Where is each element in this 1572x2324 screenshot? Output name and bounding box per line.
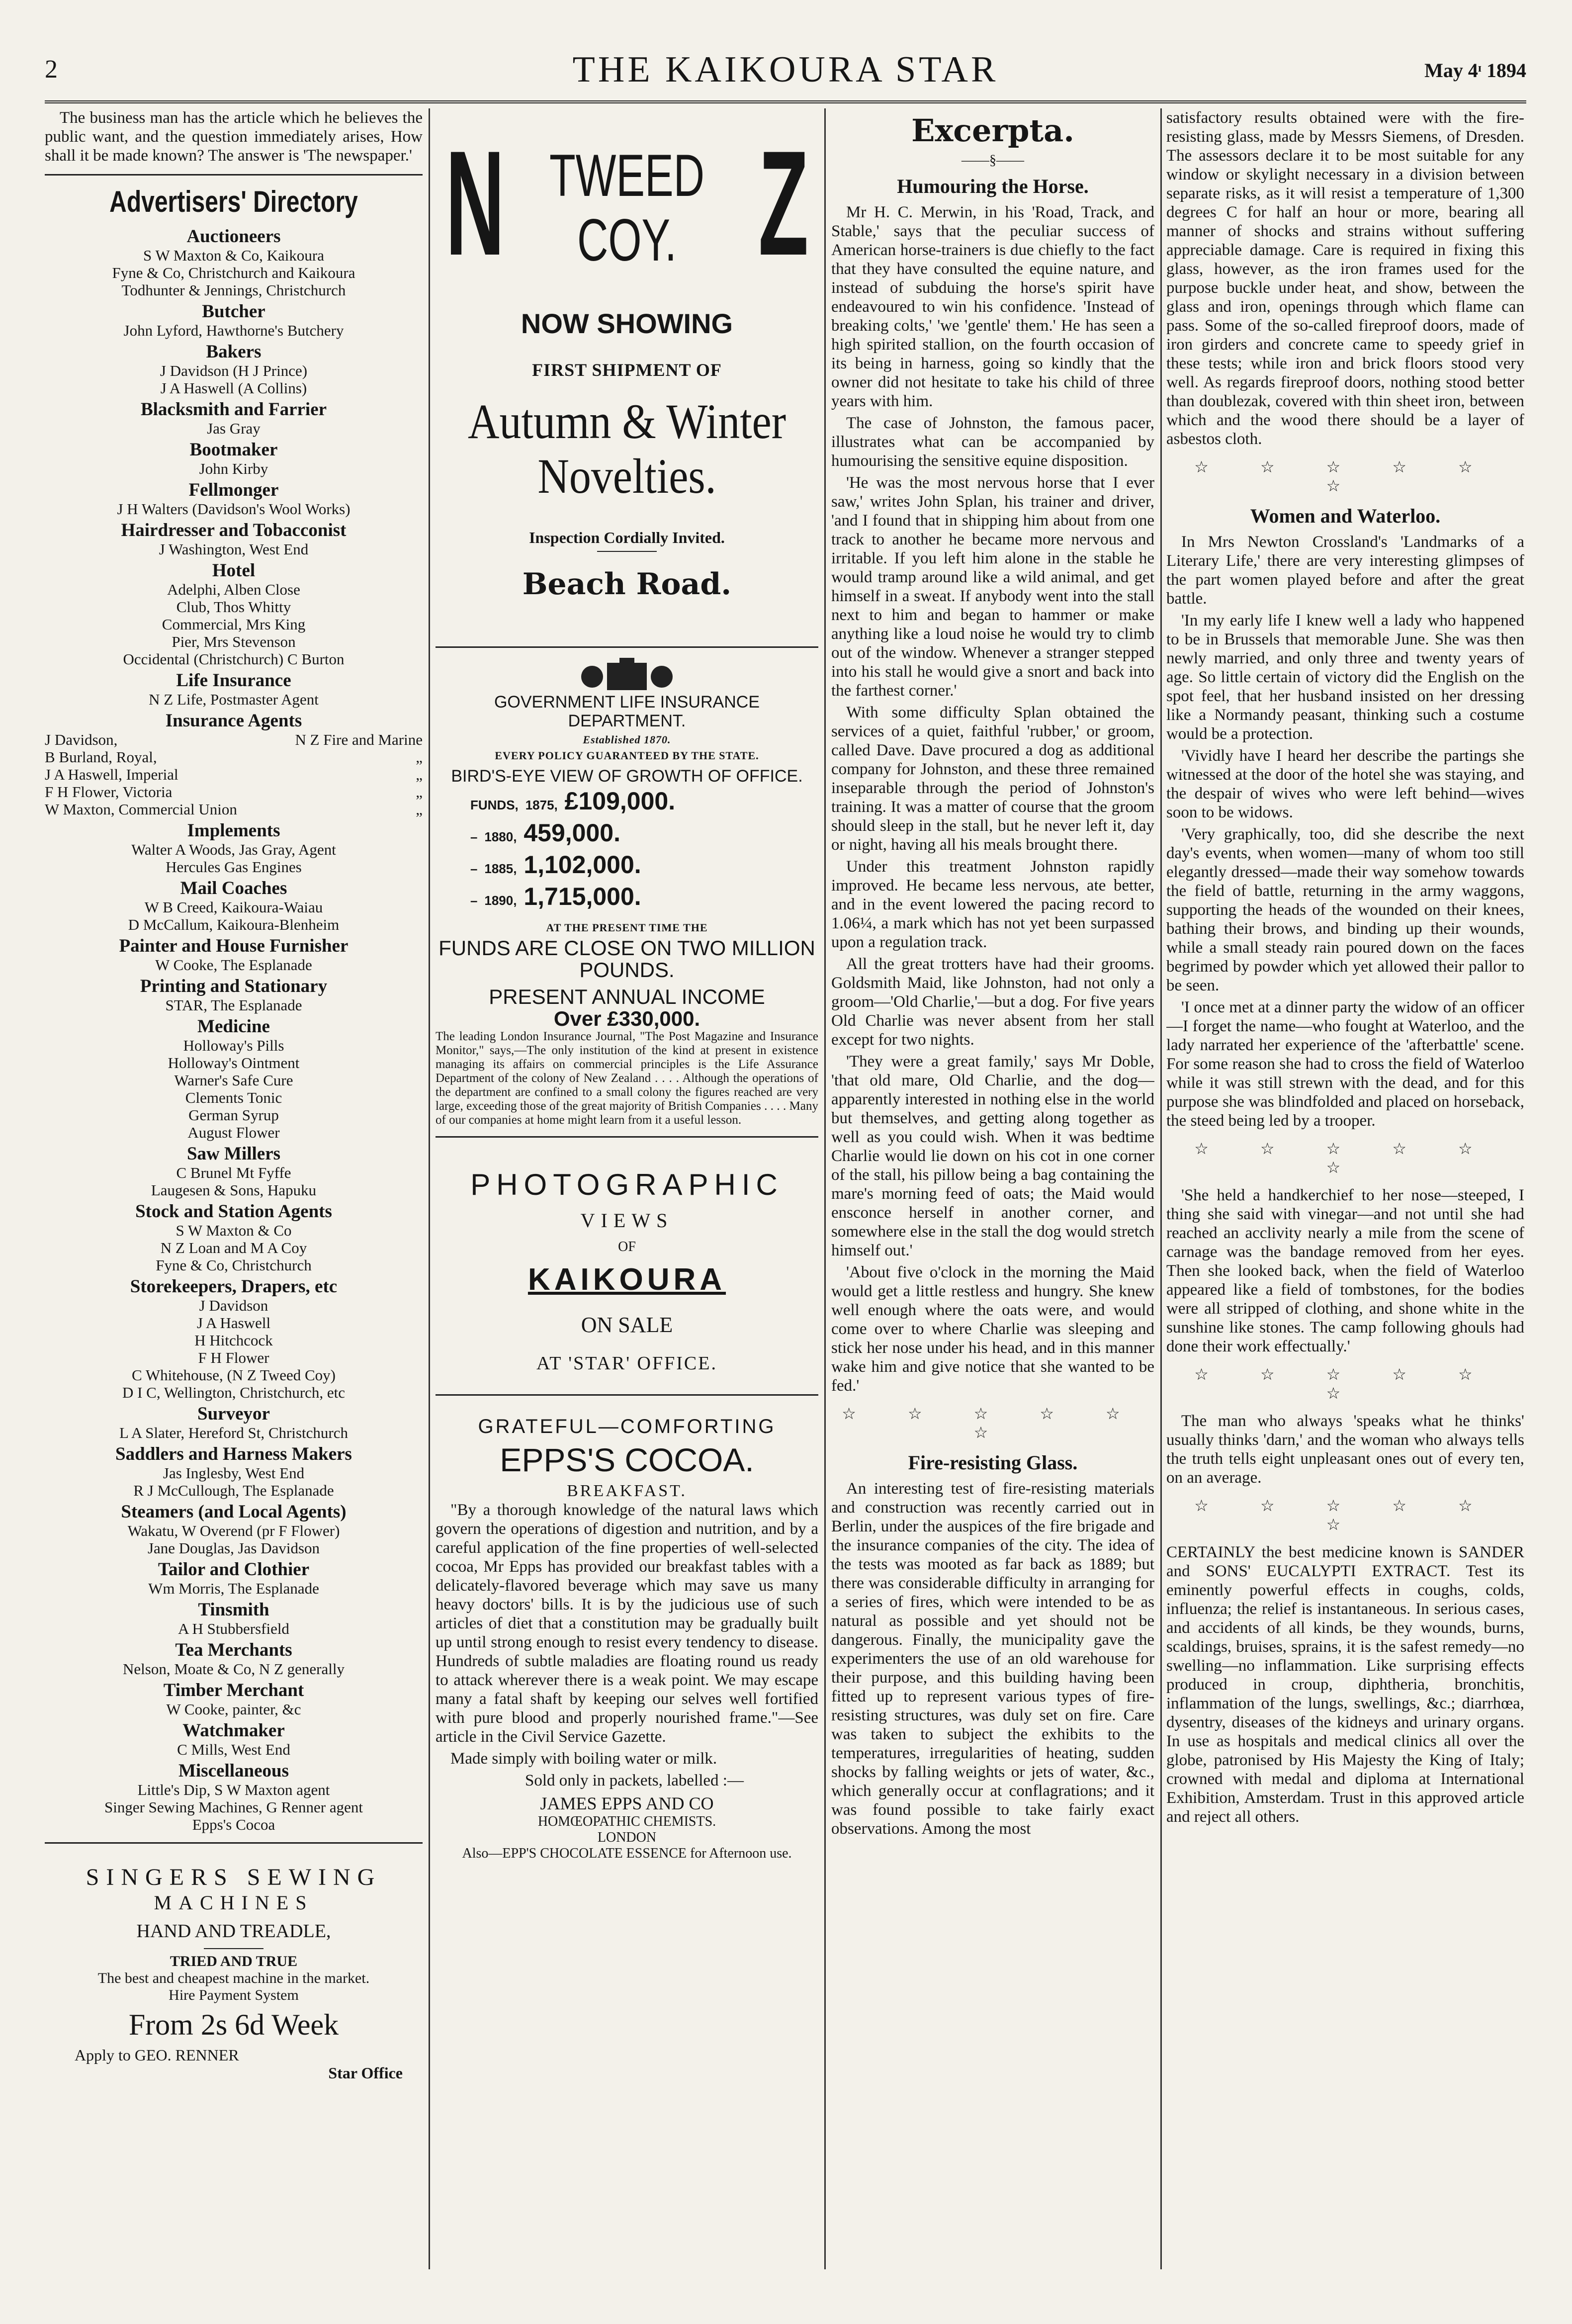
directory-entry: N Z Life, Postmaster Agent: [149, 691, 319, 708]
directory-category: Tinsmith: [198, 1600, 269, 1620]
directory-entry: Occidental (Christchurch) C Burton: [123, 650, 345, 668]
directory-category: Stock and Station Agents: [135, 1201, 332, 1222]
nz-tweed-ad: [436, 119, 818, 302]
photographic-of: OF: [618, 1239, 636, 1254]
insurance-row: [45, 731, 423, 748]
directory-entry: S W Maxton & Co, Kaikoura: [143, 247, 324, 264]
insurance-row: [45, 766, 423, 783]
directory-entry: Pier, Mrs Stevenson: [172, 633, 296, 650]
novelties: Novelties.: [537, 448, 716, 504]
directory-entry: August Flower: [187, 1124, 280, 1141]
directory-category: Fellmonger: [188, 480, 279, 500]
funds-list: [436, 787, 818, 914]
nz-letter-n: N: [445, 119, 505, 286]
article-paragraph: With some difficulty Splan obtained the services of a quiet, faithful 'rubber,' or groom, called Dave. Dave procured a dog as additional company for Johnston, and these three remained inseparable through the period of Johnston's training. It was a matter of course that the groom should sleep in the stall, but he never left it, day or night, having all his meals brought there.: [831, 704, 1154, 854]
income-amount: Over £330,000.: [553, 1007, 700, 1030]
directory-entry: D I C, Wellington, Christchurch, etc: [122, 1384, 346, 1401]
article-paragraph: 'He was the most nervous horse that I ever saw,' writes John Splan, his trainer and driver, 'and I found that in shipping him about from one track to another he became more nervous and irritable. If you left him alone in the stable he would tramp around like a wild animal, and get himself in a sweat. If anybody went into the stall next to him and began to hammer or make anything like a loud noise he would try to climb out of the window. Whenever a stranger stepped into his stall he would give a snort and back into the farthest corner.': [831, 474, 1154, 700]
directory-category: Painter and House Furnisher: [119, 936, 349, 956]
directory-category: Timber Merchant: [163, 1680, 304, 1700]
funds-amount: 1,715,000.: [524, 883, 641, 910]
epps-sold: Sold only in packets, labelled :—: [525, 1772, 744, 1789]
insurance-company: „: [416, 801, 423, 818]
directory-entry: Jas Inglesby, West End: [163, 1464, 305, 1482]
directory-category: Watchmaker: [182, 1720, 285, 1741]
insurance-company: N Z Fire and Marine: [295, 731, 423, 748]
divider: [436, 646, 818, 648]
column-rule: [1160, 108, 1162, 2269]
directory-entry: C Whitehouse, (N Z Tweed Coy): [132, 1366, 336, 1384]
epps-subtitle: BREAKFAST.: [567, 1482, 687, 1500]
directory-entry: Warner's Safe Cure: [174, 1072, 293, 1089]
epps-title: EPPS'S COCOA.: [500, 1441, 754, 1478]
funds-label: –: [470, 893, 478, 908]
govt-guarantee: EVERY POLICY GUARANTEED BY THE STATE.: [495, 749, 759, 762]
funds-label: FUNDS,: [470, 798, 519, 812]
singer-price: From 2s 6d Week: [128, 2008, 339, 2041]
directory-entry: W B Creed, Kaikoura-Waiau: [144, 898, 323, 916]
article-title: Women and Waterloo.: [1250, 505, 1441, 527]
article-title: Humouring the Horse.: [897, 175, 1089, 197]
page-number: 2: [45, 55, 58, 84]
directory-entry: Holloway's Ointment: [168, 1054, 300, 1072]
directory-list: [45, 227, 423, 708]
insurance-row: [45, 783, 423, 801]
directory-title: Advertisers' Directory: [109, 185, 358, 218]
funds-label: –: [470, 829, 478, 844]
funds-year: 1890,: [484, 893, 517, 908]
insurance-agent: J Davidson,: [45, 731, 118, 748]
epps-chemists: HOMŒOPATHIC CHEMISTS.: [537, 1814, 716, 1829]
issue-date: May 4ᶦ 1894: [1424, 59, 1526, 82]
coat-of-arms-icon: [572, 658, 682, 693]
beach-road: Beach Road.: [522, 567, 732, 602]
insurance-list: [45, 731, 423, 818]
directory-entry: J A Haswell: [196, 1314, 271, 1332]
directory-entry: Adelphi, Alben Close: [167, 581, 300, 598]
section-mark: ——§——: [961, 153, 1024, 168]
article-paragraph: An interesting test of fire-resisting materials and construction was recently carried out in Berlin, under the auspices of the fire brigade and the insurance companies of the city. The idea of the tests was mooted as far back as 1889; but there was considerable difficulty in arranging for a series of fires, which were intended to be as natural as possible and yet should not be dangerous. Finally, the municipality gave the experimenters the use of an old warehouse for their purpose, and this building having been fitted up to represent various types of fire-resisting structures, was duly set on fire. Care was taken to subject the exhibits to the temperatures, irregularities of heating, sudden shocks by falling weights or jets of water, &c., which generally occur at conflagrations; and it was found possible to take fairly exact observations. Among the most: [831, 1480, 1154, 1838]
directory-category: Implements: [187, 820, 280, 841]
singer-best: The best and cheapest machine in the market.: [97, 1970, 370, 1986]
directory-category: Bootmaker: [189, 440, 278, 460]
directory-entry: R J McCullough, The Esplanade: [133, 1482, 334, 1499]
epps-maker: JAMES EPPS AND CO: [540, 1793, 714, 1813]
directory-entry: J H Walters (Davidson's Wool Works): [117, 500, 350, 518]
tweed-coy: TWEED COY.: [549, 142, 704, 273]
epps-city: LONDON: [597, 1830, 657, 1845]
epps-made: Made simply with boiling water or milk.: [450, 1750, 717, 1768]
article-paragraph: The man who always 'speaks what he thinks' usually thinks 'darn,' and the woman who always tells the truth tells eight unpleasant ones out of every ten, on an average.: [1166, 1412, 1524, 1487]
column-advertisements: [436, 108, 818, 2269]
article-body: [1166, 533, 1524, 1130]
article-title: Fire-resisting Glass.: [908, 1451, 1078, 1474]
funds-row: [436, 851, 818, 883]
directory-entry: Singer Sewing Machines, G Renner agent: [104, 1798, 363, 1816]
first-shipment: FIRST SHIPMENT OF: [532, 360, 722, 380]
column-rule: [824, 108, 826, 2269]
article-paragraph: All the great trotters have had their grooms. Goldsmith Maid, like Johnston, had not only a groom—'Old Charlie,'—but a dog. For five years Old Charlie was never absent from her stall except for two nights.: [831, 955, 1154, 1049]
photographic-sale: ON SALE: [581, 1313, 673, 1337]
divider: [436, 1136, 818, 1138]
insurance-row: [45, 748, 423, 766]
divider: [45, 1842, 423, 1844]
star-divider: ☆ ☆ ☆ ☆ ☆ ☆: [1194, 1140, 1496, 1176]
article-paragraph: 'Vividly have I heard her describe the partings she witnessed at the door of the hotel she was staying, and the despair of wives who were left behind—wives soon to be widows.: [1166, 747, 1524, 821]
directory-entry: Nelson, Moate & Co, N Z generally: [123, 1660, 345, 1678]
funds-year: 1885,: [484, 861, 517, 876]
singer-subtitle: MACHINES: [154, 1891, 314, 1914]
insurance-agent: W Maxton, Commercial Union: [45, 801, 237, 818]
directory-entry: Commercial, Mrs King: [162, 616, 306, 633]
masthead: [45, 46, 1526, 103]
directory-entry: Little's Dip, S W Maxton agent: [137, 1781, 330, 1798]
photographic-place: KAIKOURA: [527, 1262, 726, 1297]
insurance-company: „: [416, 766, 423, 783]
funds-amount: 459,000.: [524, 819, 620, 847]
article-continuation: satisfactory results obtained were with the fire-resisting glass, made by Messrs Siemens, of Dresden. The assessors declare it to be most suitable for any window or skylight necessary in a division between separate risks, as it will resist a temperature of 1,300 degrees C for half an hour or more, bearing all manner of shocks and strains without suffering appreciable damage. Care is required in fixing this glass, however, as the iron frames used for the purpose buckle under heat, and show, between the glass and iron, openings through which flame can pass. Some of the so-called fireproof doors, made of iron girders and concrete came to speedy grief in these tests; while iron and brick floors stood very well. As regards fireproof doors, nothing stood better than doublezak, covered with thin sheet iron, between which and the wood there should be a layer of asbestos cloth.: [1166, 109, 1524, 448]
directory-entry: C Mills, West End: [177, 1741, 290, 1758]
directory-entry: Hercules Gas Engines: [166, 858, 302, 876]
article-paragraph: The case of Johnston, the famous pacer, illustrates what can be accompanied by humourising the sensitive equine disposition.: [831, 414, 1154, 470]
article-paragraph: 'Very graphically, too, did she describe the next day's events, when women—many of whom too still elegantly dressed—made their way somehow towards the field of battle, returning in the army waggons, supporting the heads of the wounded on their knees, bathing their brows, and binding up their wounds, while a small steady rain poured down on the faces begrimed by powder which yet allowed their pallor to be seen.: [1166, 825, 1524, 994]
singer-tried: TRIED AND TRUE: [170, 1953, 298, 1969]
insurance-agent: J A Haswell, Imperial: [45, 766, 178, 783]
directory-category: Butcher: [202, 301, 265, 322]
directory-entry: John Kirby: [199, 460, 268, 477]
directory-entry: F H Flower: [198, 1349, 269, 1366]
directory-list: [45, 821, 423, 1833]
directory-entry: L A Slater, Hereford St, Christchurch: [119, 1424, 348, 1441]
directory-category: Blacksmith and Farrier: [140, 399, 327, 420]
directory-entry: Jas Gray: [207, 420, 261, 437]
directory-category: Auctioneers: [186, 226, 281, 247]
directory-entry: J Davidson: [199, 1297, 268, 1314]
funds-year: 1880,: [484, 829, 517, 844]
directory-category: Bakers: [206, 342, 262, 362]
singer-office: Star Office: [328, 2064, 403, 2082]
article-body: [1166, 1186, 1524, 1356]
eucalypti-ad: CERTAINLY the best medicine known is SANDER and SONS' EUCALYPTI EXTRACT. Test its eminently powerful effects in coughs, colds, influenza; the relief is instantaneous. In serious cases, and accidents of all kinds, be they wounds, burns, scaldings, bruises, sprains, it is the safest remedy—no swelling—no inflammation. Like surprising effects produced in croup, diphtheria, bronchitis, inflammation of the lungs, swellings, &c.; diarrhœa, dysentry, diseases of the kidneys and urinary organs. In use as hospitals and medical clinics all over the globe, patronised by His Majesty the King of Italy; crowned with medal and diploma at International Exhibition, Amsterdam. Trust in this approved article and reject all others.: [1166, 1543, 1524, 1826]
photographic-office: AT 'STAR' OFFICE.: [536, 1353, 717, 1374]
column-directory: [45, 108, 423, 2269]
column-articles: [1166, 108, 1524, 2269]
directory-entry: STAR, The Esplanade: [165, 996, 302, 1014]
directory-category: Surveyor: [197, 1404, 270, 1424]
article-body: [1166, 1412, 1524, 1487]
singer-hire: Hire Payment System: [169, 1987, 299, 2003]
directory-category: Hotel: [212, 560, 256, 581]
divider: [204, 1948, 263, 1949]
insurance-row: [45, 801, 423, 818]
intro-paragraph: The business man has the article which he believes the public want, and the question immediately arises, How shall it be made known? The answer is 'The newspaper.': [45, 109, 423, 165]
star-divider: ☆ ☆ ☆ ☆ ☆ ☆: [1194, 1497, 1496, 1533]
directory-entry: German Syrup: [188, 1106, 279, 1124]
funds-row: [436, 819, 818, 851]
directory-entry: N Z Loan and M A Coy: [160, 1239, 307, 1256]
epps-headline: GRATEFUL—COMFORTING: [478, 1416, 776, 1437]
directory-entry: W Cooke, painter, &c: [166, 1700, 301, 1718]
article-paragraph: 'In my early life I knew well a lady who happened to be in Brussels that memorable June. She was then newly married, and only three and twenty years of age. So little certain of victory did the English on the spot feel, that her husband insisted on her dressing like a Normandy peasant, thinking such a costume would be a protection.: [1166, 612, 1524, 743]
epps-essence: Also—EPP'S CHOCOLATE ESSENCE for Afternoon use.: [462, 1846, 792, 1861]
directory-entry: Laugesen & Sons, Hapuku: [151, 1181, 317, 1199]
directory-entry: Fyne & Co, Christchurch: [156, 1256, 312, 1274]
directory-category: Saw Millers: [186, 1144, 281, 1164]
govt-insurance-title: GOVERNMENT LIFE INSURANCE DEPARTMENT.: [494, 693, 760, 730]
directory-entry: Holloway's Pills: [183, 1037, 284, 1054]
funds-close: FUNDS ARE CLOSE ON TWO MILLION POUNDS.: [438, 936, 815, 982]
birdseye-view: BIRD'S-EYE VIEW OF GROWTH OF OFFICE.: [451, 767, 803, 786]
epps-body: "By a thorough knowledge of the natural laws which govern the operations of digestion and nutrition, and by a careful application of the fine properties of well-selected cocoa, Mr Epps has provided our breakfast tables with a delicately-flavored beverage which may save us many heavy doctors' bills. It is by the judicious use of such articles of diet that a constitution may be gradually built up until strong enough to resist every tendency to disease. Hundreds of subtle maladies are floating round us ready to attack wherever there is a weak point. We may escape many a fatal shaft by keeping our selves well fortified with pure blood and properly nourished frame."—See article in the Civil Service Gazette.: [436, 1501, 818, 1746]
funds-label: –: [470, 861, 478, 876]
article-paragraph: 'They were a great family,' says Mr Doble, 'that old mare, Old Charlie, and the dog—apparently interested in nothing else in the world but themselves, and getting along together as well as you could wish. When it was bedtime Charlie would lie down on his cot in one corner of the stall, his pillow being a bag containing the mare's morning feed of oats; the Maid would ensconce herself in another corner, and somewhere else in the stall the dog would stretch himself out.': [831, 1053, 1154, 1259]
article-body: [831, 1479, 1154, 1838]
singer-title: SINGERS SEWING: [86, 1864, 382, 1890]
autumn-winter: Autumn & Winter: [467, 394, 786, 449]
star-divider: ☆ ☆ ☆ ☆ ☆ ☆: [1194, 458, 1496, 495]
funds-row: [436, 883, 818, 914]
article-paragraph: 'She held a handkerchief to her nose—steeped, I thing she said with vinegar—and not until she had reached an acclivity nearly a mile from the scene of carnage was the bandage removed from her eyes. Then she looked back, when the field of Waterloo appeared like a field of tombstones, for the bodies were all stripped of clothing, and shone white in the sunshine like stones. The camp following ghouls had done their work effectually.': [1166, 1186, 1524, 1355]
insurance-company: „: [416, 748, 423, 766]
star-divider: ☆ ☆ ☆ ☆ ☆ ☆: [1194, 1365, 1496, 1402]
directory-category: Printing and Stationary: [140, 976, 328, 996]
directory-entry: Jane Douglas, Jas Davidson: [147, 1539, 320, 1557]
singer-apply: Apply to GEO. RENNER: [75, 2046, 239, 2064]
insurance-agent: F H Flower, Victoria: [45, 783, 173, 801]
divider: [436, 1394, 818, 1396]
directory-category: Tea Merchants: [175, 1640, 292, 1660]
directory-entry: Club, Thos Whitty: [176, 598, 291, 616]
star-divider: ☆ ☆ ☆ ☆ ☆ ☆: [842, 1405, 1144, 1441]
article-paragraph: Mr H. C. Merwin, in his 'Road, Track, and Stable,' says that the peculiar success of American horse-trainers is due chiefly to the fact that they have consulted the equine nature, and instead of subduing the horse's spirit have endeavoured to win his confidence. 'Instead of breaking colts,' 'we 'gentle' them.' He has seen a high spirited stallion, on the fourth occasion of its being in harness, going so kindly that the owner did not hesitate to take his child of three years with him.: [831, 203, 1154, 410]
funds-amount: 1,102,000.: [524, 851, 641, 879]
insurance-agent: B Burland, Royal,: [45, 748, 157, 766]
directory-entry: Walter A Woods, Jas Gray, Agent: [131, 841, 336, 858]
funds-amount: £109,000.: [564, 787, 676, 815]
photographic-title: PHOTOGRAPHIC: [470, 1168, 784, 1201]
directory-category: Storekeepers, Drapers, etc: [130, 1276, 338, 1297]
directory-category: Insurance Agents: [165, 711, 302, 731]
directory-category: Hairdresser and Tobacconist: [121, 520, 347, 540]
govt-established: Established 1870.: [583, 733, 671, 746]
directory-entry: Epps's Cocoa: [192, 1816, 275, 1833]
insurance-company: „: [416, 783, 423, 801]
present-income: PRESENT ANNUAL INCOME: [489, 985, 765, 1008]
directory-category: Mail Coaches: [180, 878, 287, 898]
directory-entry: A H Stubbersfield: [178, 1620, 289, 1637]
article-paragraph: Under this treatment Johnston rapidly improved. He became less nervous, ate better, and in the event lowered the pacing record to 1.06¼, a mark which has not yet been surpassed upon a regulation track.: [831, 858, 1154, 951]
directory-category: Life Insurance: [176, 670, 291, 691]
nz-letter-z: Z: [758, 119, 808, 286]
directory-entry: Clements Tonic: [185, 1089, 282, 1106]
funds-row: [436, 787, 818, 819]
directory-category: Medicine: [197, 1016, 270, 1037]
directory-entry: John Lyford, Hawthorne's Butchery: [123, 322, 344, 339]
divider: [597, 551, 657, 552]
newspaper-title: THE KAIKOURA STAR: [572, 49, 999, 90]
directory-entry: H Hitchcock: [194, 1332, 273, 1349]
directory-entry: C Brunel Mt Fyffe: [176, 1164, 291, 1181]
directory-entry: Wakatu, W Overend (pr F Flower): [127, 1522, 340, 1539]
article-paragraph: 'I once met at a dinner party the widow of an officer—I forget the name—who fought at Waterloo, and the lady narrated her experience of the 'afterbattle' scene. For some reason she had to cross the field of Waterloo while it was still strewn with the dead, and for this purpose she was blindfolded and placed on horseback, the steed being led by a trooper.: [1166, 998, 1524, 1130]
directory-entry: S W Maxton & Co: [175, 1222, 292, 1239]
photographic-views: VIEWS: [580, 1209, 674, 1232]
article-body: [831, 203, 1154, 1395]
journal-quote: The leading London Insurance Journal, "The Post Magazine and Insurance Monitor," says,—The only institution of the kind at present in existence managing its affairs on commercial principles is the Life Assurance Department of the colony of New Zealand . . . . Although the operations of the department are confined to a small colony the figures reached are very large, exceeding those of the great majority of British Companies . . . . Many of our companies at home might learn from it a useful lesson.: [436, 1030, 818, 1127]
directory-category: Saddlers and Harness Makers: [115, 1444, 352, 1464]
singer-hand: HAND AND TREADLE,: [136, 1921, 331, 1942]
directory-category: Miscellaneous: [178, 1761, 289, 1781]
article-paragraph: 'About five o'clock in the morning the Maid would get a little restless and hungry. She knew well enough where the oats were, and would come over to where Charlie was sleeping and stick her nose under his head, and in this manner wake him and give notice that she wanted to be fed.': [831, 1263, 1154, 1395]
divider: [45, 174, 423, 176]
section-heading: Excerpta.: [911, 112, 1074, 149]
article-paragraph: In Mrs Newton Crossland's 'Landmarks of a Literary Life,' there are very interesting glimpses of the part women played before and after the great battle.: [1166, 533, 1524, 608]
directory-category: Steamers (and Local Agents): [121, 1502, 347, 1522]
directory-entry: D McCallum, Kaikoura-Blenheim: [128, 916, 340, 933]
now-showing: NOW SHOWING: [521, 308, 733, 339]
column-excerpta: [831, 108, 1154, 2269]
directory-entry: Fyne & Co, Christchurch and Kaikoura: [112, 264, 355, 281]
directory-entry: Wm Morris, The Esplanade: [148, 1580, 319, 1597]
present-time: AT THE PRESENT TIME THE: [546, 921, 708, 934]
directory-entry: J A Haswell (A Collins): [160, 379, 307, 397]
inspection-invited: Inspection Cordially Invited.: [529, 529, 725, 546]
directory-entry: J Washington, West End: [159, 540, 309, 558]
funds-year: 1875,: [525, 798, 558, 812]
column-rule: [429, 108, 430, 2269]
directory-entry: Todhunter & Jennings, Christchurch: [121, 281, 346, 299]
directory-entry: W Cooke, The Esplanade: [155, 956, 312, 974]
directory-category: Tailor and Clothier: [158, 1559, 310, 1580]
directory-entry: J Davidson (H J Prince): [160, 362, 308, 379]
